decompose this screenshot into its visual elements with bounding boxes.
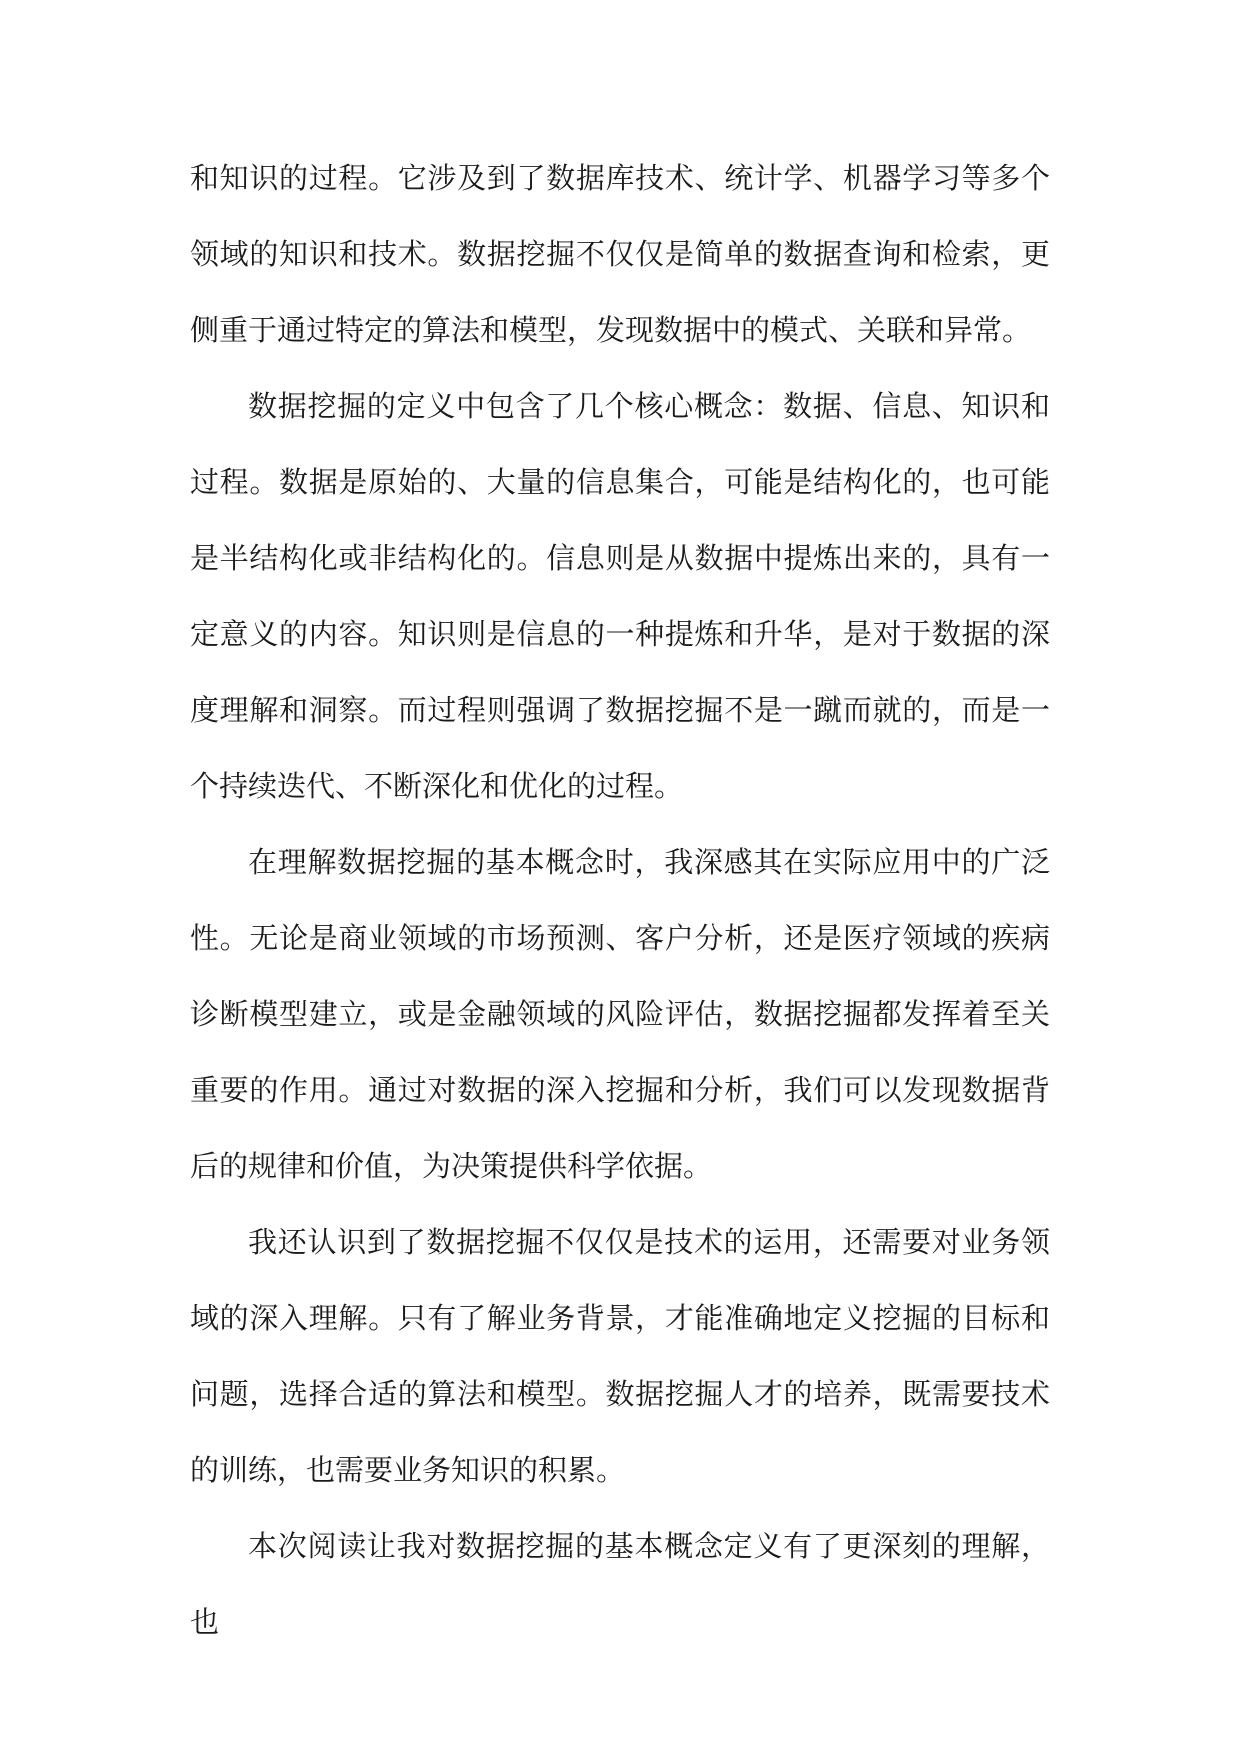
paragraph: 和知识的过程。它涉及到了数据库技术、统计学、机器学习等多个领域的知识和技术。数据挖掘不仅仅是简单的数据查询和检索，更侧重于通过特定的算法和模型，发现数据中的模式、关联和异常。 bbox=[190, 161, 1050, 347]
paragraph: 本次阅读让我对数据挖掘的基本概念定义有了更深刻的理解，也 bbox=[190, 1529, 1050, 1639]
paragraph: 在理解数据挖掘的基本概念时，我深感其在实际应用中的广泛性。无论是商业领域的市场预测、客户分析，还是医疗领域的疾病诊断模型建立，或是金融领域的风险评估，数据挖掘都发挥着至关重要的作用。通过对数据的深入挖掘和分析，我们可以发现数据背后的规律和价值，为决策提供科学依据。 bbox=[190, 845, 1050, 1183]
document-body bbox=[190, 140, 1050, 1660]
paragraph: 数据挖掘的定义中包含了几个核心概念：数据、信息、知识和过程。数据是原始的、大量的信息集合，可能是结构化的，也可能是半结构化或非结构化的。信息则是从数据中提炼出来的，具有一定意义的内容。知识则是信息的一种提炼和升华，是对于数据的深度理解和洞察。而过程则强调了数据挖掘不是一蹴而就的，而是一个持续迭代、不断深化和优化的过程。 bbox=[190, 389, 1050, 803]
paragraph: 我还认识到了数据挖掘不仅仅是技术的运用，还需要对业务领域的深入理解。只有了解业务背景，才能准确地定义挖掘的目标和问题，选择合适的算法和模型。数据挖掘人才的培养，既需要技术的训练，也需要业务知识的积累。 bbox=[190, 1225, 1050, 1487]
